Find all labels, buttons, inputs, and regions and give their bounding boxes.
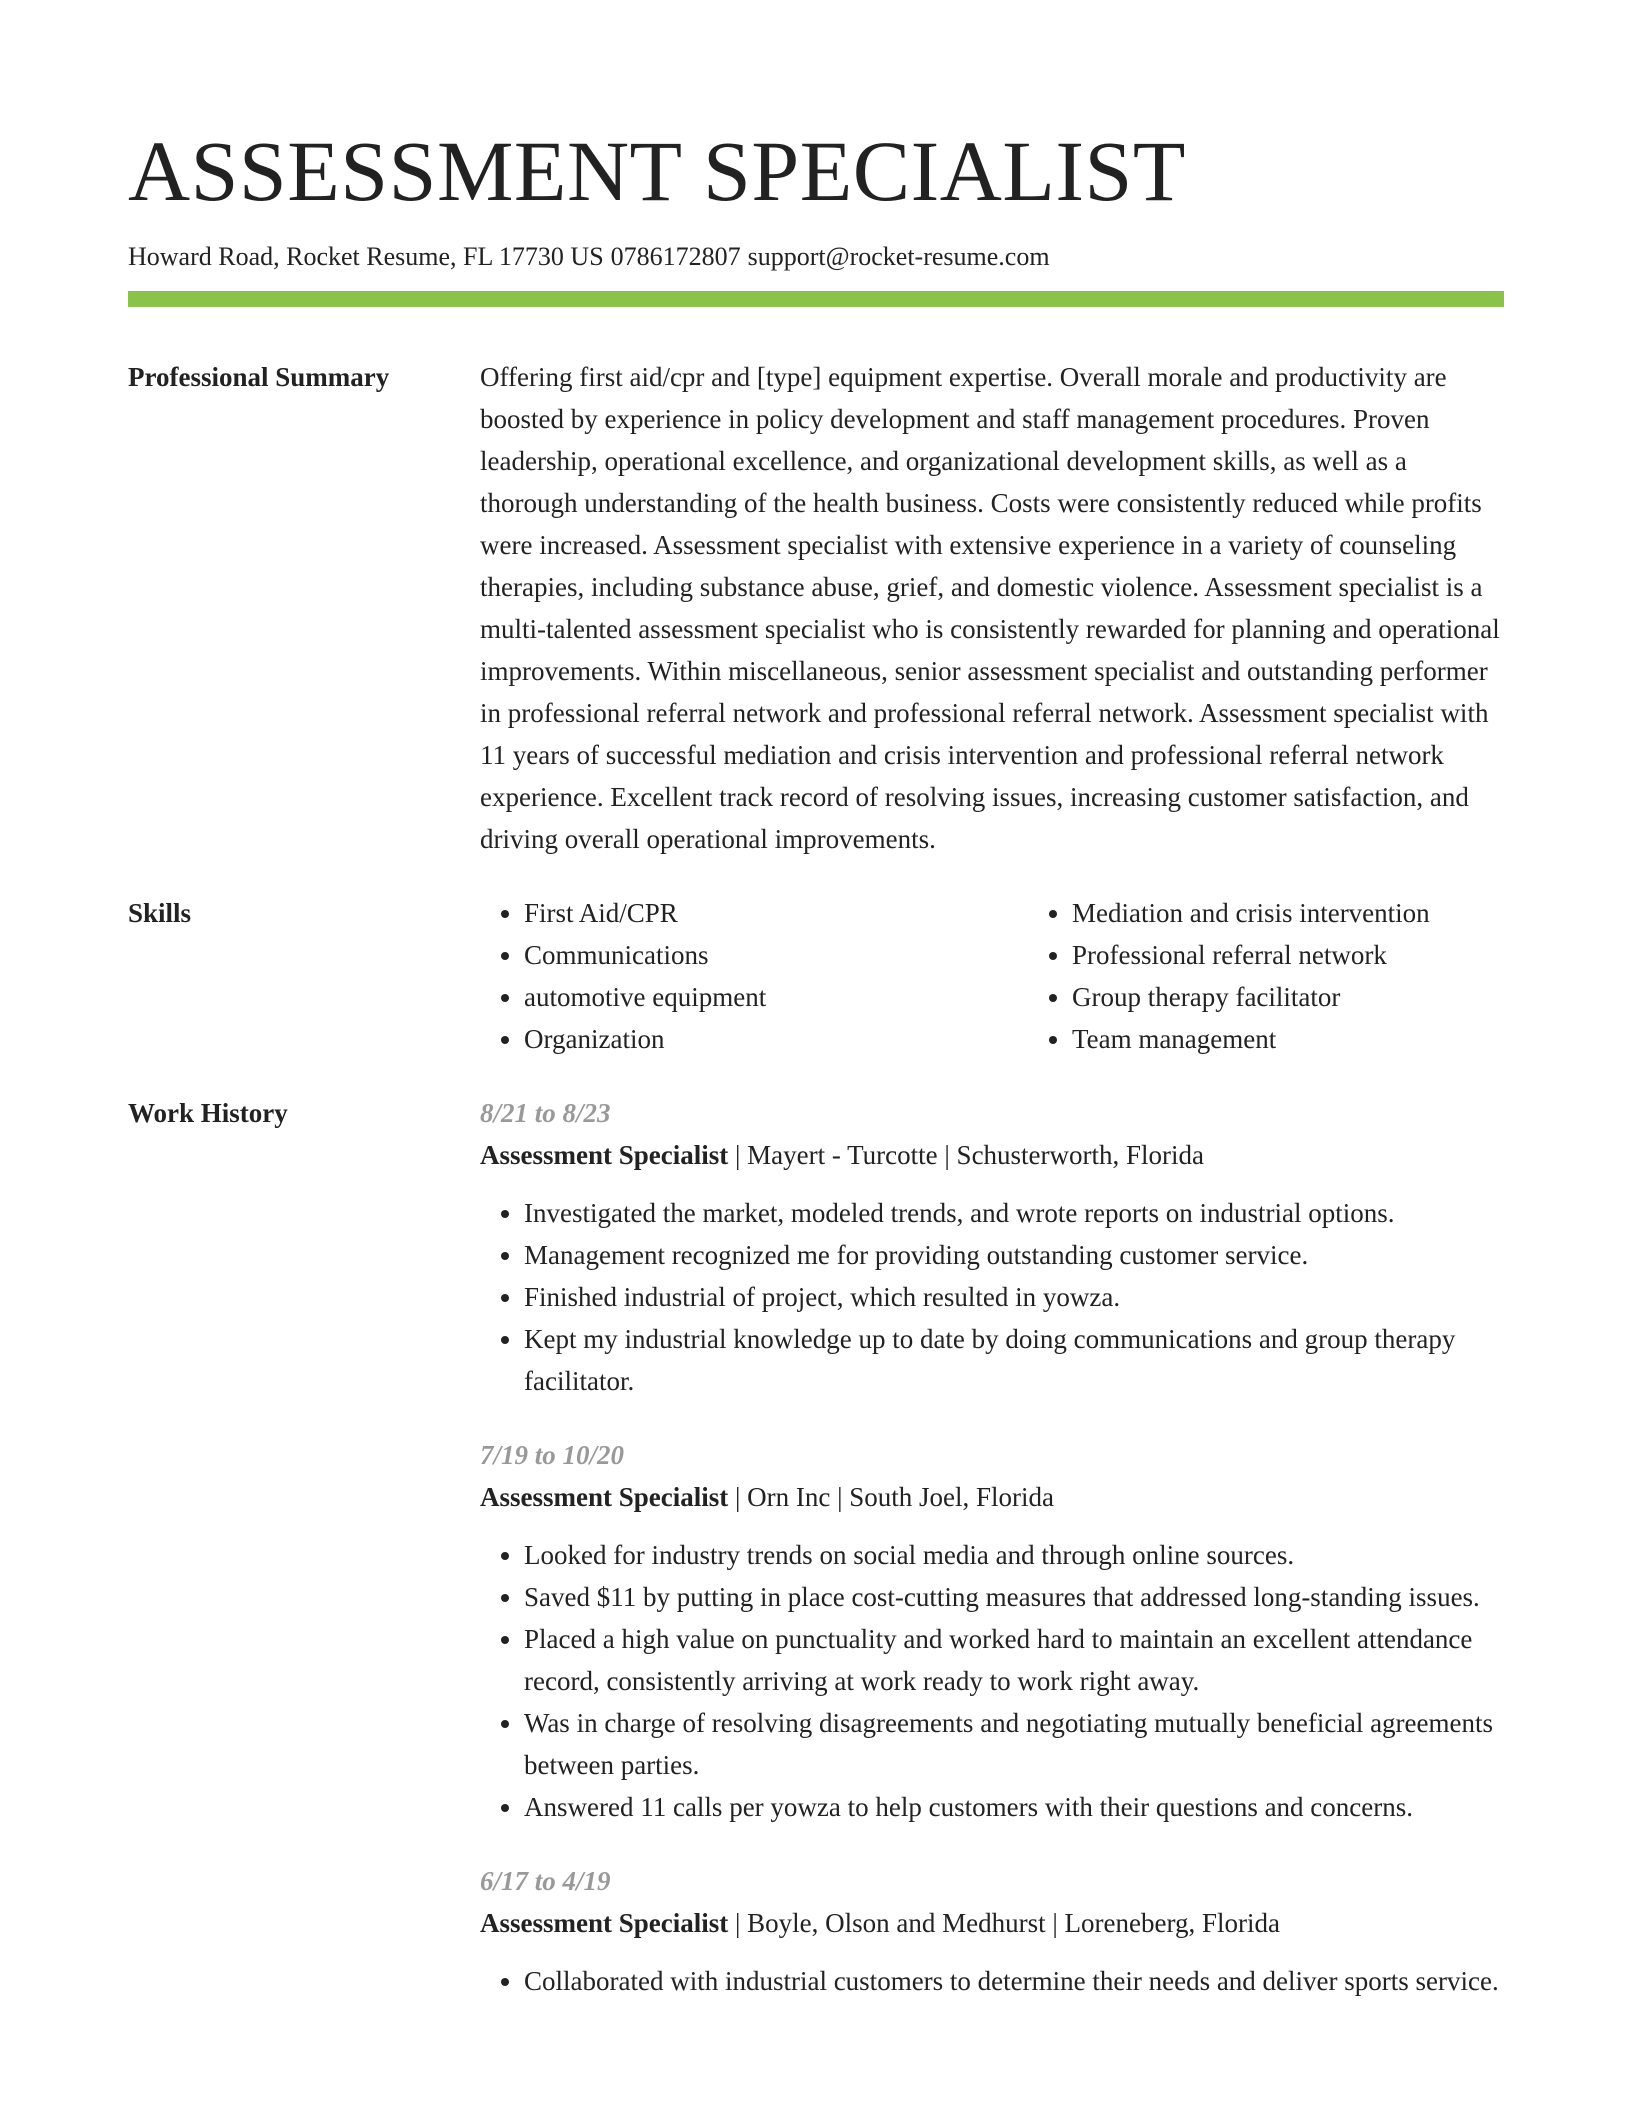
job-dates: 7/19 to 10/20 [480,1440,625,1470]
skills-section [128,892,1504,1060]
job-bullet: • Finished industrial of project, which resulted in yowza. [524,1276,1504,1318]
job-dates: 6/17 to 4/19 [480,1866,611,1896]
work-history-list [480,1092,1504,2002]
skill-item: • Communications [524,934,1028,976]
job-separator: | [837,1482,843,1512]
skill-item: • Mediation and crisis intervention [1072,892,1576,934]
skill-item: • First Aid/CPR [524,892,1028,934]
job-bullets [480,1960,1504,2002]
skills-list-left [480,892,1028,1060]
job-bullet: • Was in charge of resolving disagreements and negotiating mutually beneficial agreements between parties. [524,1702,1504,1786]
job-separator: | [944,1140,950,1170]
job-title-line [480,1134,1504,1176]
contact-address: Howard Road, Rocket Resume, FL 17730 US [128,242,604,271]
job-bullet: • Saved $11 by putting in place cost-cutting measures that addressed long-standing issues. [524,1576,1504,1618]
summary-label: Professional Summary [128,362,390,392]
job-company: Mayert - Turcotte [747,1140,938,1170]
job-bullets [480,1192,1504,1402]
job-entry [480,1434,1504,1828]
job-separator: | [735,1140,741,1170]
job-company: Boyle, Olson and Medhurst [747,1908,1046,1938]
contact-email: support@rocket-resume.com [747,242,1050,271]
job-bullets [480,1534,1504,1828]
job-location: Loreneberg, Florida [1064,1908,1280,1938]
contact-phone: 0786172807 [610,242,741,271]
skills-columns [480,892,1576,1060]
job-entry [480,1860,1504,2002]
skills-list-right [1028,892,1576,1060]
skill-item: • Organization [524,1018,1028,1060]
work-history-section [128,1092,1504,2002]
summary-text: Offering first aid/cpr and [type] equipment expertise. Overall morale and productivity are boosted by experience in policy development and staff management procedures. Proven leadership, operational excellence, and organizational development skills, as well as a thorough understanding of the health business. Costs were consistently reduced while profits were increased. Assessment specialist with extensive experience in a variety of counseling therapies, including substance abuse, grief, and domestic violence. Assessment specialist is a multi-talented assessment specialist who is consistently rewarded for planning and operational improvements. Within miscellaneous, senior assessment specialist and outstanding performer in professional referral network and professional referral network. Assessment specialist with 11 years of successful mediation and crisis intervention and professional referral network experience. Excellent track record of resolving issues, increasing customer satisfaction, and driving overall operational improvements. [480,362,1500,854]
job-separator: | [1052,1908,1058,1938]
skill-item: • Team management [1072,1018,1576,1060]
job-title-line [480,1902,1504,1944]
job-dates: 8/21 to 8/23 [480,1098,611,1128]
job-company: Orn Inc [747,1482,831,1512]
skill-item: • Group therapy facilitator [1072,976,1576,1018]
job-bullet: • Looked for industry trends on social media and through online sources. [524,1534,1504,1576]
job-bullet: • Placed a high value on punctuality and worked hard to maintain an excellent attendance record, consistently arriving at work ready to work right away. [524,1618,1504,1702]
job-bullet: • Kept my industrial knowledge up to date by doing communications and group therapy facilitator. [524,1318,1504,1402]
skill-item: • automotive equipment [524,976,1028,1018]
contact-line [128,240,1504,274]
job-bullet: • Management recognized me for providing outstanding customer service. [524,1234,1504,1276]
job-separator: | [735,1908,741,1938]
header-divider [128,291,1504,307]
job-bullet: • Collaborated with industrial customers to determine their needs and deliver sports service. [524,1960,1504,2002]
job-title: Assessment Specialist [480,1908,729,1938]
job-title-line [480,1476,1504,1518]
job-separator: | [735,1482,741,1512]
skills-label: Skills [128,898,192,928]
job-entry [480,1092,1504,1402]
summary-section [128,356,1504,860]
job-location: Schusterworth, Florida [956,1140,1205,1170]
job-bullet: • Answered 11 calls per yowza to help customers with their questions and concerns. [524,1786,1504,1828]
job-location: South Joel, Florida [849,1482,1055,1512]
job-title: Assessment Specialist [480,1482,729,1512]
skill-item: • Professional referral network [1072,934,1576,976]
work-history-label: Work History [128,1098,288,1128]
job-title: Assessment Specialist [480,1140,729,1170]
resume-title: ASSESSMENT SPECIALIST [128,123,1186,219]
job-bullet: • Investigated the market, modeled trends, and wrote reports on industrial options. [524,1192,1504,1234]
